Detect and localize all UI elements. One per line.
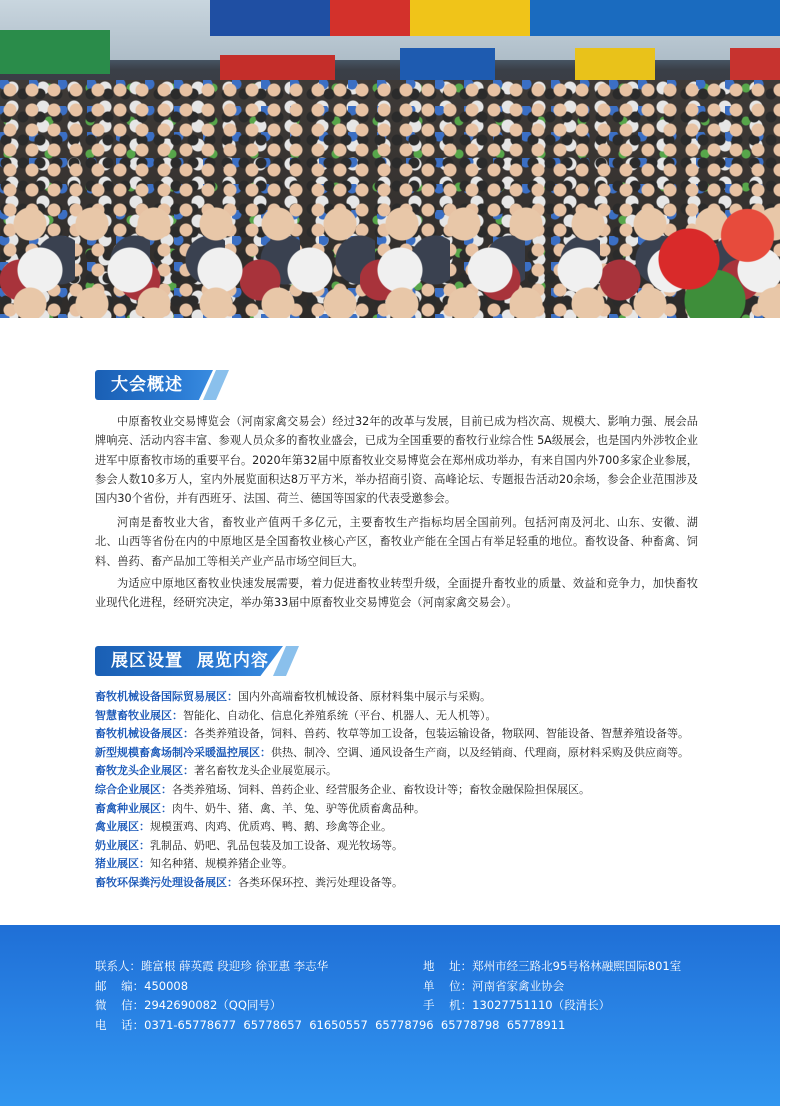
zone-name: 畜牧龙头企业展区： [95,764,194,778]
photo-banner [210,0,330,36]
photo-flower-basket [650,200,780,318]
list-item [95,800,735,819]
contact-postcode: 邮 编：450008 [95,978,189,993]
contact-footer [0,925,780,1106]
list-item [95,855,735,874]
zone-name: 智慧畜牧业展区： [95,708,183,722]
zones-list [95,688,735,893]
contact-mobile: 手 机：13027751110（段清长） [423,998,611,1012]
list-item [95,837,735,856]
zone-description: 知名种猪、规模养猪企业等。 [150,857,293,871]
overview-title: 大会概述 [111,375,183,395]
list-item [95,725,735,744]
contact-right-column [423,957,681,1016]
zone-name: 猪业展区： [95,857,150,871]
photo-booth [0,30,110,74]
zone-name: 奶业展区： [95,838,150,852]
zone-name: 畜牧环保粪污处理设备展区： [95,875,238,889]
overview-paragraph-1: 中原畜牧业交易博览会（河南家禽交易会）经过32年的改革与发展，目前已成为档次高、规模大、影响力强、展会品牌响亮、活动内容丰富、参观人员众多的畜牧业盛会，已成为全国重要的畜牧行业综合性 5A级展会，也是国内外涉牧企业进军中原畜牧市场的重要平台。2020年第32届中原畜牧业交易博览会在郑州成功举办，有来自国内外700多家企业参展，参会人数10多万人，室内外展览面积达8万平方米，举办招商引资、高峰论坛、专题报告活动20余场，参会企业范围涉及国内30个省份，并有西班牙、法国、荷兰、德国等国家的代表受邀参会。 [95,415,698,506]
zone-description: 规模蛋鸡、肉鸡、优质鸡、鸭、鹅、珍禽等企业。 [150,820,392,834]
zone-name: 畜牧机械设备国际贸易展区： [95,690,238,703]
zone-description: 各类环保环控、粪污处理设备等。 [238,875,403,889]
photo-banner [530,0,780,36]
zone-description: 国内外高端畜牧机械设备、原材料集中展示与采购。 [238,690,491,703]
list-item [95,688,735,707]
list-item [95,781,735,800]
contact-people: 联系人：雎富根 薛英霞 段迎珍 徐亚惠 李志华 [95,959,329,973]
zone-name: 综合企业展区： [95,782,172,796]
zone-name: 禽业展区： [95,820,150,834]
page-margin [780,0,800,1106]
overview-section-header [95,370,735,400]
contact-organization: 单 位：河南省家禽业协会 [423,978,565,993]
photo-banner [330,0,410,36]
contact-phone: 电 话：0371-65778677 65778657 61650557 65778796 65778798 65778911 [95,1017,566,1032]
zone-description: 乳制品、奶吧、乳品包装及加工设备、观光牧场等。 [150,838,403,852]
list-item [95,818,735,837]
exhibition-crowd-photo [0,0,780,318]
contact-address: 地 址：郑州市经三路北95号格林融熙国际801室 [423,959,682,973]
list-item [95,744,735,763]
zone-name: 新型规模畜禽场制冷采暖温控展区： [95,745,271,759]
zones-section-header [95,646,735,676]
zone-description: 肉牛、奶牛、猪、禽、羊、兔、驴等优质畜禽品种。 [172,801,425,815]
zone-description: 供热、制冷、空调、通风设备生产商，以及经销商、代理商，原材料采购及供应商等。 [271,745,689,759]
zone-description: 各类养殖场、饲料、兽药企业、经营服务企业、畜牧设计等；畜牧金融保险担保展区。 [172,782,590,796]
contact-wechat: 微 信：2942690082（QQ同号） [95,998,282,1012]
photo-booth [220,55,335,83]
zone-description: 各类养殖设备，饲料、兽药、牧草等加工设备，包装运输设备，物联网、智能设备、智慧养殖设备等。 [194,727,689,741]
list-item [95,762,735,781]
zone-description: 著名畜牧龙头企业展览展示。 [194,764,337,778]
zone-name: 畜禽种业展区： [95,801,172,815]
list-item [95,874,735,893]
zone-name: 畜牧机械设备展区： [95,727,194,741]
zones-title: 展区设置 展览内容 [111,651,269,671]
photo-banner [410,0,530,36]
overview-paragraph-2: 河南是畜牧业大省，畜牧业产值两千多亿元，主要畜牧生产指标均居全国前列。包括河南及河北、山东、安徽、湖北、山西等省份在内的中原地区是全国畜牧业核心产区，畜牧业产能在全国占有举足轻重的地位。畜牧设备、种畜禽、饲料、兽药、畜产品加工等相关产业产品市场空间巨大。 [95,516,698,568]
zone-description: 智能化、自动化、信息化养殖系统（平台、机器人、无人机等）。 [183,708,497,722]
list-item [95,707,735,726]
overview-paragraph-3: 为适应中原地区畜牧业快速发展需要，着力促进畜牧业转型升级，全面提升畜牧业的质量、效益和竞争力，加快畜牧业现代化进程，经研究决定，举办第33届中原畜牧业交易博览会（河南家禽交易会）。 [95,577,698,610]
